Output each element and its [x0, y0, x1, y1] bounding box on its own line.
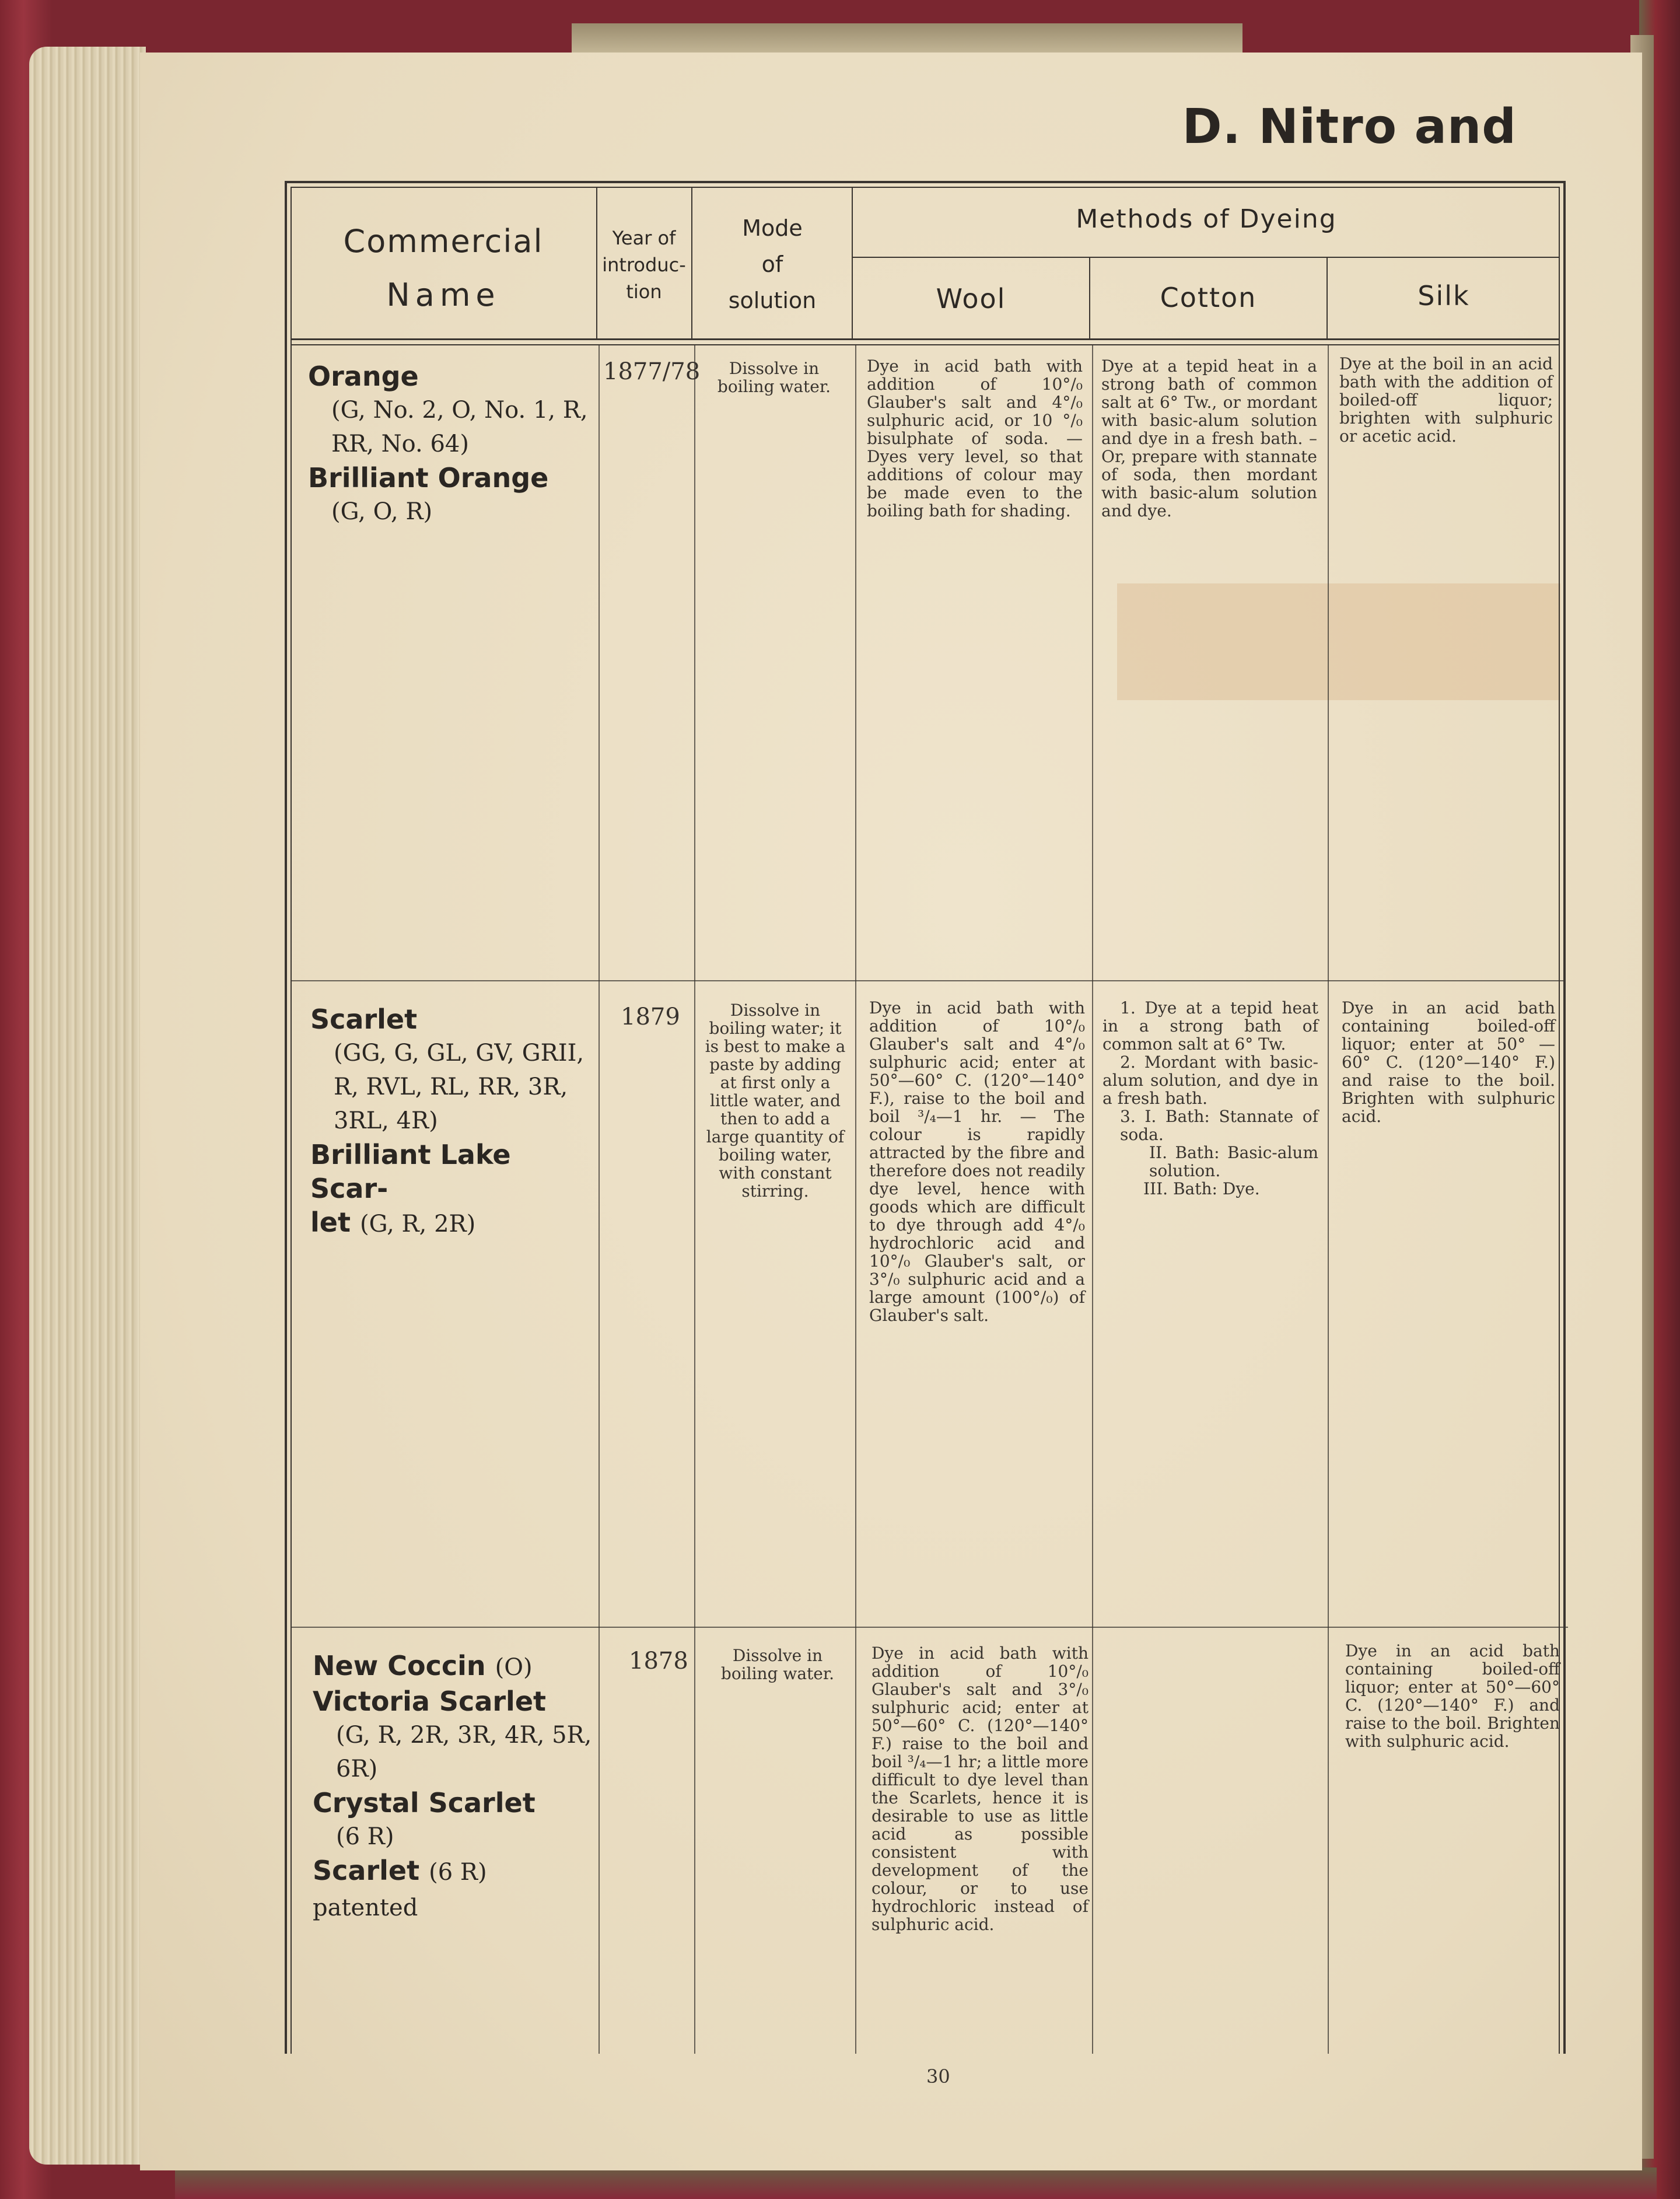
col-rule-silk [1328, 345, 1329, 2054]
header-mode: Mode of solution [728, 215, 817, 313]
col-rule-year [598, 345, 600, 2054]
row3-year: 1878 [629, 1648, 688, 1674]
row1-wool: Dye in acid bath with addition of 10°/₀ Glauber's salt and 4°/₀ sulphuric acid, or 10 °/₀ bisulphate of soda. — Dyes very level, so that additions of colour may be made even to the boiling bath for shading. [867, 356, 1083, 520]
header-cotton: Cotton [1160, 282, 1257, 313]
row3-mode: Dissolve in boiling water. [720, 1646, 835, 1683]
page-heading: D. Nitro and [1182, 99, 1517, 155]
col-rule-wool [855, 345, 856, 2054]
row2-cotton: 1. Dye at a tepid heat in a strong bath of common salt at 6° Tw. 2. Mordant with basic-alum solution, and dye in a fresh bath. 3. I. Bath: Stannate of soda. II. Bath: Basic-alum solution. III. Bath: Dye. [1102, 998, 1318, 1198]
binding-bottom [175, 2167, 1657, 2199]
header-rule-1 [290, 338, 1560, 340]
header-silk: Silk [1418, 280, 1470, 312]
row1-name: Orange (G, No. 2, O, No. 1, R, RR, No. 64) Brilliant Orange (G, O, R) [308, 361, 588, 525]
row2-mode: Dissolve in boiling water; it is best to make a paste by adding at first only a little water, and then to add a large quantity of boiling water, with constant stirring. [705, 1001, 846, 1201]
methods-rule [852, 257, 1560, 258]
row2-year: 1879 [621, 1004, 680, 1030]
row1-mode: Dissolve in boiling water. [717, 359, 831, 396]
row1-silk: Dye at the boil in an acid bath with the addition of boiled-off liquor; brighten with sulphuric or acetic acid. [1339, 354, 1553, 446]
row-rule [290, 1627, 1568, 1628]
header-rule-2 [290, 344, 1560, 345]
header-year: Year of introduc- tion [602, 227, 686, 303]
header-methods: Methods of Dyeing [1076, 204, 1337, 234]
page-number: 30 [926, 2065, 950, 2088]
col-rule-mode [694, 345, 695, 2054]
header-col-rule [691, 187, 692, 340]
row2-silk: Dye in an acid bath containing boiled-off liquor; enter at 50° — 60° C. (120°—140° F.) and raise to the boil. Brighten with sulphuric acid. [1342, 998, 1555, 1126]
row3-wool: Dye in acid bath with addition of 10°/₀ Glauber's salt and 3°/₀ sulphuric acid; enter at 50°—60° C. (120°—140° F.) raise to the boil and boil ³/₄—1 hr; a little more difficult to dye level than the Scarlets, hence it is desirable to use as little acid as possible consistent with development of the colour, or to use hydrochloric instead of sulphuric acid. [872, 1644, 1088, 1934]
row-rule [290, 980, 1564, 981]
row1-cotton: Dye at a tepid heat in a strong bath of common salt at 6° Tw., or mordant with basic-alum solution and dye in a fresh bath. – Or, prepare with stannate of soda, then mordant with basic-alum solution and dye. [1101, 356, 1317, 520]
col-rule-cotton [1092, 345, 1093, 2054]
header-commercial-name: Commercial Name [343, 223, 544, 313]
row1-year: 1877/78 [603, 358, 701, 385]
page-edges [29, 47, 146, 2165]
row2-wool: Dye in acid bath with addition of 10°/₀ Glauber's salt and 4°/₀ sulphuric acid; enter at 50°—60° C. (120°—140° F.), raise to the boil and boil ³/₄—1 hr. — The colour is rapidly attracted by the fibre and therefore does not readily dye level, hence with goods which are difficult to dye through add 4°/₀ hydrochloric acid and 10°/₀ Glauber's salt, or 3°/₀ sulphuric acid and a large amount (100°/₀) of Glauber's salt. [869, 998, 1085, 1325]
binding-top [572, 23, 1242, 53]
row3-silk: Dye in an acid bath containing boiled-off liquor; enter at 50°—60° C. (120°—140° F.) and raise to the boil. Brighten with sulphuric acid. [1345, 1641, 1560, 1751]
row3-name: New Coccin (O) Victoria Scarlet (G, R, 2R, 3R, 4R, 5R, 6R) Crystal Scarlet (6 R) Scarlet (6 R) patented [313, 1650, 592, 1921]
header-wool: Wool [936, 283, 1006, 314]
row2-name: Scarlet (GG, G, GL, GV, GRII, R, RVL, RL, RR, 3R, 3RL, 4R) Brilliant Lake Scar- let (G, R, 2R) [310, 1004, 584, 1238]
